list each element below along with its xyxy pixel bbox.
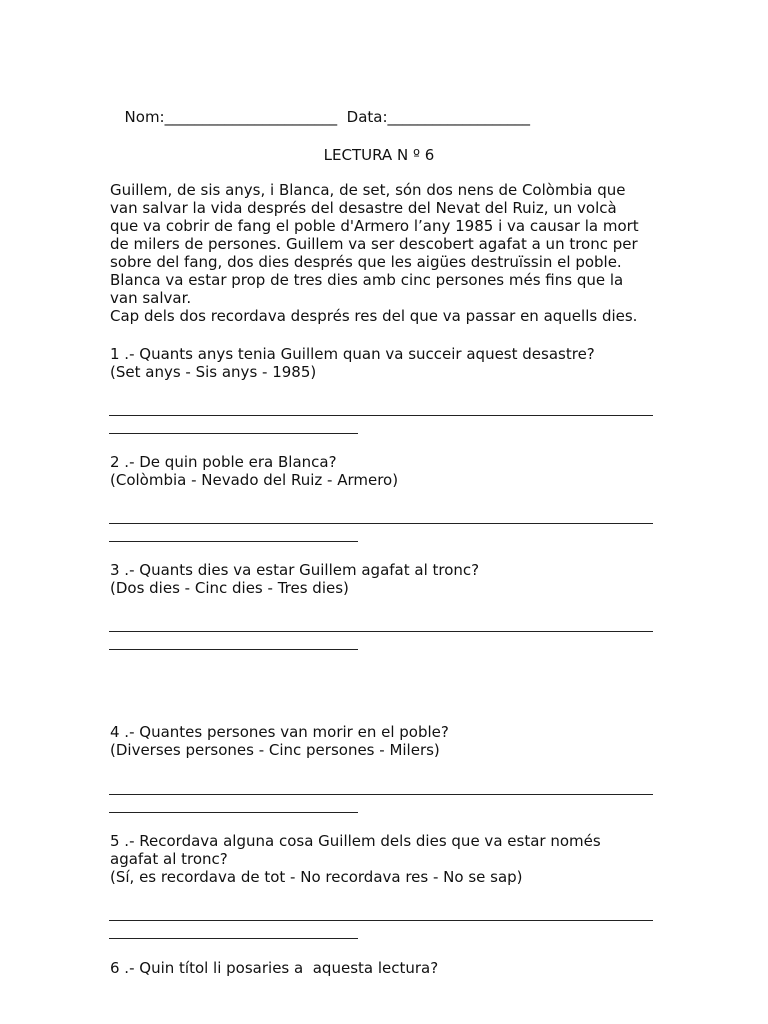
answer-line[interactable] (109, 920, 653, 921)
data-label: Data: (346, 108, 388, 126)
reading-line: de milers de persones. Guillem va ser descobert agafat a un tronc per (110, 235, 638, 253)
data-field[interactable]: ___________________ (387, 108, 531, 126)
question-4 (110, 723, 449, 759)
answer-line[interactable] (109, 794, 653, 795)
question-text: agafat al tronc? (110, 850, 228, 868)
question-6 (110, 959, 438, 977)
question-1 (110, 345, 595, 381)
question-options: (Diverses persones - Cinc persones - Milers) (110, 741, 440, 759)
answer-line[interactable] (109, 649, 358, 650)
answer-line[interactable] (109, 433, 358, 434)
question-text: 6 .- Quin títol li posaries a aquesta lectura? (110, 959, 439, 977)
question-options: (Set anys - Sis anys - 1985) (110, 363, 317, 381)
nom-field[interactable]: _______________________ (164, 108, 338, 126)
question-text: 2 .- De quin poble era Blanca? (110, 453, 337, 471)
reading-line: Cap dels dos recordava després res del que va passar en aquells dies. (110, 307, 638, 325)
student-header (115, 90, 530, 126)
answer-line[interactable] (109, 938, 358, 939)
question-5 (110, 832, 601, 886)
reading-line: que va cobrir de fang el poble d'Armero l’any 1985 i va causar la mort (110, 217, 639, 235)
reading-line: van salvar la vida després del desastre del Nevat del Ruiz, un volcà (110, 199, 617, 217)
answer-line[interactable] (109, 631, 653, 632)
reading-line: Blanca va estar prop de tres dies amb cinc persones més fins que la (110, 271, 624, 289)
answer-line[interactable] (109, 523, 653, 524)
question-options: (Sí, es recordava de tot - No recordava res - No se sap) (110, 868, 523, 886)
answer-line[interactable] (109, 415, 653, 416)
reading-paragraph (110, 181, 670, 325)
question-text: 1 .- Quants anys tenia Guillem quan va succeir aquest desastre? (110, 345, 595, 363)
page-title: LECTURA N º 6 (323, 146, 435, 164)
question-text: 4 .- Quantes persones van morir en el poble? (110, 723, 449, 741)
question-options: (Dos dies - Cinc dies - Tres dies) (110, 579, 349, 597)
answer-line[interactable] (109, 541, 358, 542)
reading-line: van salvar. (110, 289, 192, 307)
answer-line[interactable] (109, 812, 358, 813)
reading-line: Guillem, de sis anys, i Blanca, de set, són dos nens de Colòmbia que (110, 181, 626, 199)
reading-line: sobre del fang, dos dies després que les aigües destruïssin el poble. (110, 253, 622, 271)
question-3 (110, 561, 479, 597)
question-text: 5 .- Recordava alguna cosa Guillem dels dies que va estar només (110, 832, 601, 850)
nom-label: Nom: (124, 108, 165, 126)
question-text: 3 .- Quants dies va estar Guillem agafat al tronc? (110, 561, 480, 579)
question-options: (Colòmbia - Nevado del Ruiz - Armero) (110, 471, 399, 489)
question-2 (110, 453, 398, 489)
